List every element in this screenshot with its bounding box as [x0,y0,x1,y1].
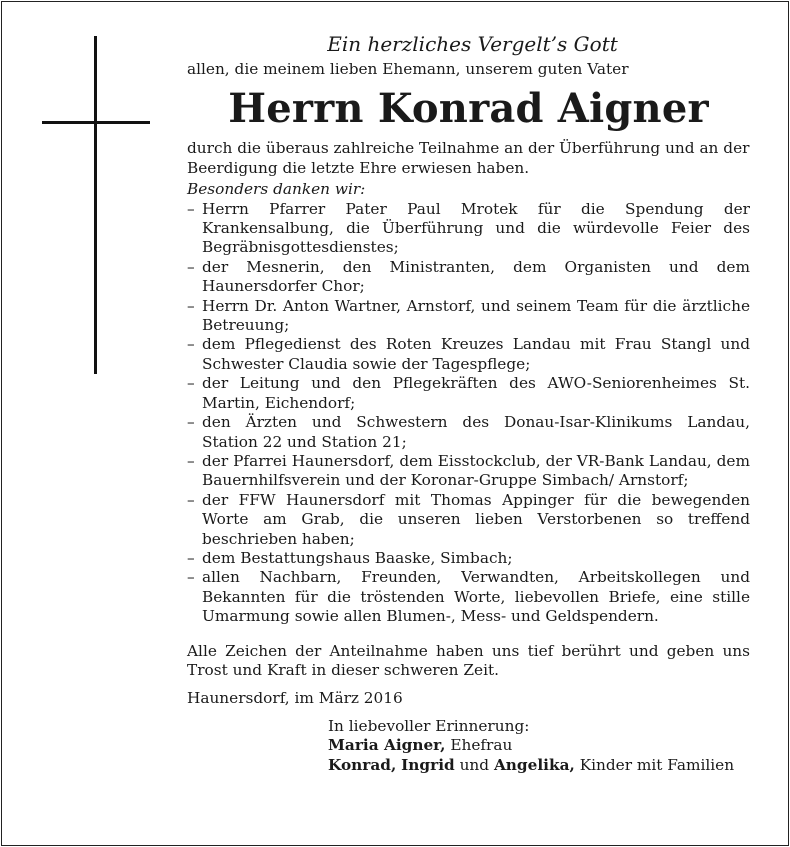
list-item: – der FFW Haunersdorf mit Thomas Appinger für die bewegenden Worte am Grab, die unseren lieben Verstorbenen so treffend beschrieben haben; [187,491,750,549]
thanks-list [187,200,750,627]
notice-content [187,30,750,775]
list-item: – der Mesnerin, den Ministranten, dem Organisten und dem Haunersdorfer Chor; [187,258,750,297]
signature-line: In liebevoller Erinnerung: [328,716,530,735]
wife-name: Maria Aigner, [328,736,446,755]
headline: Ein herzliches Vergelt’s Gott [327,32,618,56]
child-name: Angelika, [493,755,575,774]
list-item: – den Ärzten und Schwestern des Donau-Isar-Klinikums Landau, Station 22 und Station 21; [187,413,750,452]
cross-icon [94,36,97,374]
list-item: – Herrn Dr. Anton Wartner, Arnstorf, und seinem Team für die ärztliche Betreuung; [187,297,750,336]
signature-children [328,756,750,775]
signature-wife [328,736,750,755]
child-name: Ingrid [401,755,455,774]
list-item: – der Pfarrei Haunersdorf, dem Eisstockclub, der VR-Bank Landau, dem Bauernhilfsverein und der Koronar-Gruppe Simbach/ Arnstorf; [187,452,750,491]
list-item: – dem Pflegedienst des Roten Kreuzes Landau mit Frau Stangl und Schwester Claudia sowie der Tagespflege; [187,335,750,374]
deceased-name: Herrn Konrad Aigner [228,85,709,133]
wife-role: Ehefrau [445,736,513,755]
children-role: Kinder mit Familien [574,755,735,774]
child-name: Konrad, [328,755,397,774]
cross-icon-bar [42,121,150,124]
list-item: – allen Nachbarn, Freunden, Verwandten, Arbeitskollegen und Bekannten für die tröstenden Worte, liebevollen Briefe, eine stille Umarmung sowie allen Blumen-, Mess- und Geldspendern. [187,568,750,626]
place-date: Haunersdorf, im März 2016 [187,689,403,708]
and-word: und [454,755,494,774]
list-item: – dem Bestattungshaus Baaske, Simbach; [187,549,750,568]
signature-block [328,717,750,775]
thanks-heading: Besonders danken wir: [187,180,366,199]
closing-text: Alle Zeichen der Anteilnahme haben uns tief berührt und geben uns Trost und Kraft in dieser schweren Zeit. [187,641,750,679]
body-text: durch die überaus zahlreiche Teilnahme an der Überführung und an der Beerdigung die letzte Ehre erwiesen haben. [187,139,750,177]
list-item: – Herrn Pfarrer Pater Paul Mrotek für die Spendung der Krankensalbung, die Überführung und die würdevolle Feier des Begräbnisgottesdienstes; [187,200,750,258]
intro-text: allen, die meinem lieben Ehemann, unserem guten Vater [187,60,629,78]
list-item: – der Leitung und den Pflegekräften des AWO-Seniorenheimes St. Martin, Eichendorf; [187,374,750,413]
